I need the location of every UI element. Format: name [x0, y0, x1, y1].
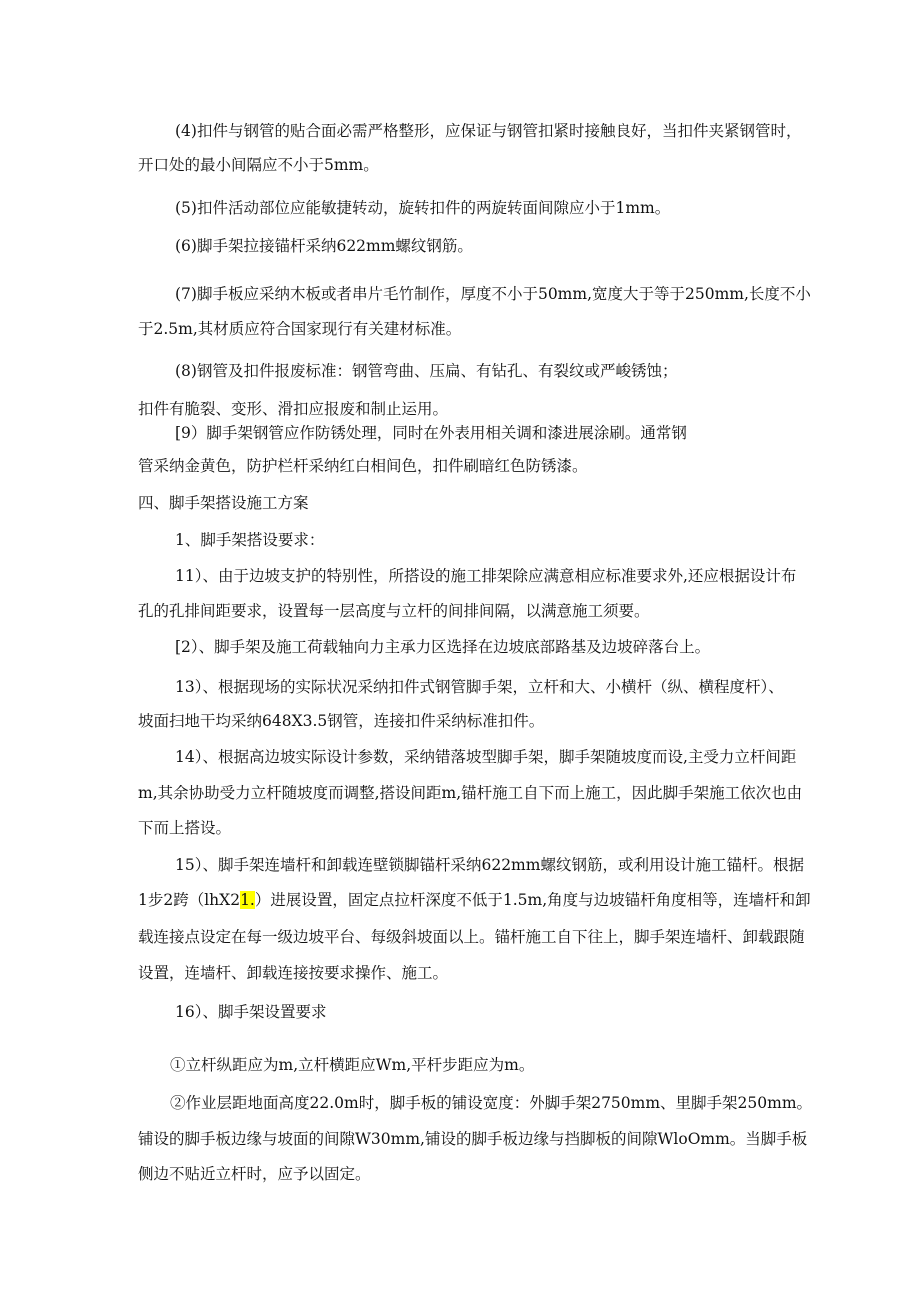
subheading-1: 1、脚手架搭设要求： [175, 531, 325, 549]
highlighted-text: 1. [240, 891, 255, 909]
item-8-line-2: 扣件有脆裂、变形、滑扣应报废和制止运用。 [138, 400, 449, 418]
item-9-line-2: 管采纳金黄色，防护栏杆采纳红白相间色，扣件刷暗红色防锈漆。 [138, 457, 588, 475]
clause-1: ①立杆纵距应为m,立杆横距应Wm,平杆步距应为m。 [170, 1056, 535, 1074]
item-5: (5)扣件活动部位应能敏捷转动，旋转扣件的两旋转面间隙应小于1mm。 [175, 199, 671, 217]
item-4-line-1: (4)扣件与钢管的贴合面必需严格整形，应保证与钢管扣紧时接触良好，当扣件夹紧钢管时， [175, 122, 802, 140]
item-14-line-2: m,其余协助受力立杆随坡度而调整,搭设间距m,锚杆施工自下而上施工，因此脚手架施工依次也由 [138, 784, 803, 802]
item-15-line-3: 载连接点设定在每一级边坡平台、每级斜坡面以上。锚杆施工自下往上，脚手架连墙杆、卸载跟随 [138, 928, 805, 946]
item-8-line-1: (8)钢管及扣件报废标准：钢管弯曲、压扁、有钻孔、有裂纹或严峻锈蚀； [175, 362, 678, 380]
item-7-line-2: 于2.5m,其材质应符合国家现行有关建材标准。 [138, 320, 462, 338]
item-14-line-3: 下而上搭设。 [138, 819, 232, 837]
item-15-line-4: 设置，连墙杆、卸载连接按要求操作、施工。 [138, 964, 449, 982]
item-15-line-1: 15）、脚手架连墙杆和卸载连壁锁脚锚杆采纳622mm螺纹钢筋，或利用设计施工锚杆。根据 [175, 856, 804, 874]
clause-2-line-3: 侧边不贴近立杆时，应予以固定。 [138, 1165, 371, 1183]
item-4-line-2: 开口处的最小间隔应不小于5mm。 [138, 156, 379, 174]
item-13-line-1: 13）、根据现场的实际状况采纳扣件式钢管脚手架，立杆和大、小横杆（纵、横程度杆）、 [175, 678, 784, 696]
item-2: [2）、脚手架及施工荷载轴向力主承力区选择在边坡底部路基及边坡碎落台上。 [175, 638, 711, 656]
item-16: 16）、脚手架设置要求 [175, 1003, 327, 1021]
item-6: (6)脚手架拉接锚杆采纳622mm螺纹钢筋。 [175, 237, 473, 255]
item-9-line-1: [9）脚手架钢管应作防锈处理，同时在外表用相关调和漆进展涂刷。通常钢 [175, 424, 687, 442]
clause-2-line-1: ②作业层距地面高度22.0m时，脚手板的铺设宽度：外脚手架2750mm、里脚手架250mm。 [170, 1094, 813, 1112]
item-15-line-2-end: ）进展设置，固定点拉杆深度不低于1.5m,角度与边坡锚杆角度相等，连墙杆和卸 [254, 891, 811, 909]
item-15-line-2-start: 1步2跨（lhX2 [138, 891, 241, 909]
item-14-line-1: 14）、根据高边坡实际设计参数，采纳错落坡型脚手架，脚手架随坡度而设,主受力立杆间距 [175, 748, 797, 766]
item-13-line-2: 坡面扫地干均采纳648X3.5钢管，连接扣件采纳标准扣件。 [138, 712, 545, 730]
section-heading-4: 四、脚手架搭设施工方案 [138, 494, 309, 512]
item-11-line-2: 孔的孔排间距要求，设置每一层高度与立杆的间排间隔，以满意施工须要。 [138, 602, 650, 620]
item-11-line-1: 11）、由于边坡支护的特别性，所搭设的施工排架除应满意相应标准要求外,还应根据设计布 [175, 567, 797, 585]
item-15-line-2 [138, 889, 811, 911]
item-7-line-1: (7)脚手板应采纳木板或者串片毛竹制作，厚度不小于50mm,宽度大于等于250mm,长度不小 [175, 285, 811, 303]
clause-2-line-2: 铺设的脚手板边缘与坡面的间隙W30mm,铺设的脚手板边缘与挡脚板的间隙WloOmm。当脚手板 [138, 1130, 808, 1148]
